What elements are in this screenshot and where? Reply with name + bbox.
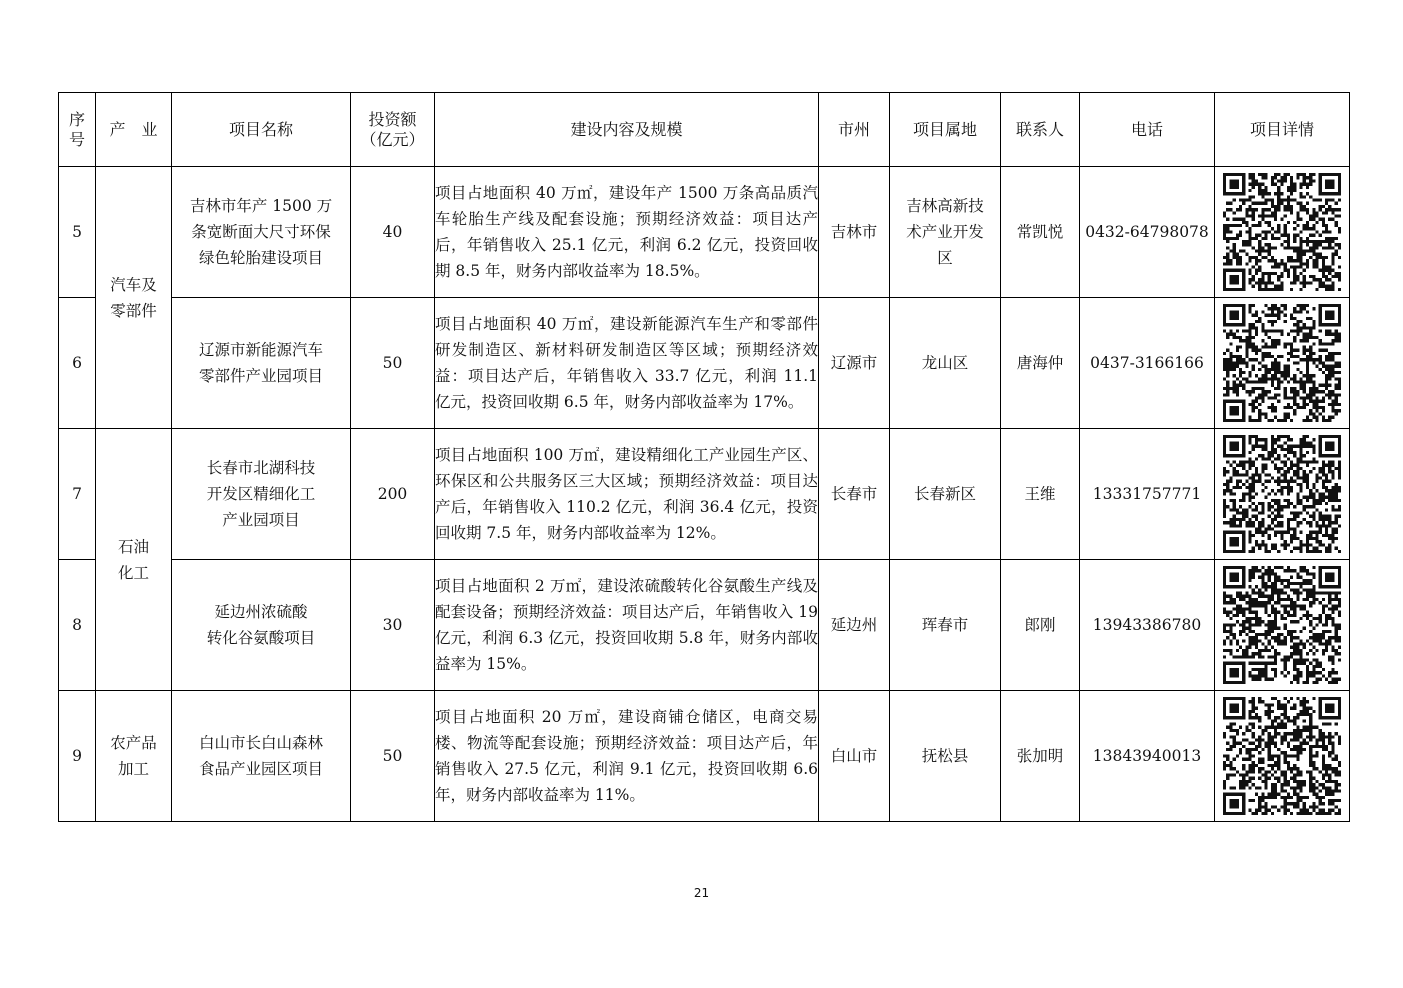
- row-contact: 唐海仲: [1001, 298, 1080, 429]
- row-project-name: 白山市长白山森林 食品产业园区项目: [172, 691, 351, 822]
- row-phone: 13331757771: [1080, 429, 1215, 560]
- row-seq: 5: [59, 167, 96, 298]
- row-contact: 郎刚: [1001, 560, 1080, 691]
- header-name: 项目名称: [172, 93, 351, 167]
- row-contact: 王维: [1001, 429, 1080, 560]
- row-phone: 0437-3166166: [1080, 298, 1215, 429]
- row-investment: 30: [351, 560, 435, 691]
- header-industry: 产 业: [96, 93, 172, 167]
- row-city: 吉林市: [819, 167, 890, 298]
- header-details: 项目详情: [1215, 93, 1350, 167]
- qr-code-modules: [1223, 435, 1341, 553]
- row-location: 龙山区: [890, 298, 1001, 429]
- row-details: [1215, 691, 1350, 822]
- header-contact: 联系人: [1001, 93, 1080, 167]
- industry-petro: 石油 化工: [96, 429, 172, 691]
- qr-code-icon[interactable]: [1223, 173, 1341, 291]
- row-project-name: 辽源市新能源汽车 零部件产业园项目: [172, 298, 351, 429]
- qr-code-modules: [1223, 304, 1341, 422]
- row-phone: 13943386780: [1080, 560, 1215, 691]
- row-location: 抚松县: [890, 691, 1001, 822]
- row-seq: 8: [59, 560, 96, 691]
- qr-code-modules: [1223, 173, 1341, 291]
- row-content: [435, 560, 819, 691]
- table-row: [59, 298, 1350, 429]
- row-seq: 9: [59, 691, 96, 822]
- header-content: 建设内容及规模: [435, 93, 819, 167]
- qr-code-modules: [1223, 697, 1341, 815]
- industry-agri: 农产品 加工: [96, 691, 172, 822]
- row-project-name: 延边州浓硫酸 转化谷氨酸项目: [172, 560, 351, 691]
- table-row: [59, 691, 1350, 822]
- row-contact: 张加明: [1001, 691, 1080, 822]
- row-details: [1215, 429, 1350, 560]
- row-city: 延边州: [819, 560, 890, 691]
- header-phone: 电话: [1080, 93, 1215, 167]
- qr-code-icon[interactable]: [1223, 566, 1341, 684]
- row-location: 长春新区: [890, 429, 1001, 560]
- row-content-text: 项目占地面积 40 万㎡，建设年产 1500 万条高品质汽车轮胎生产线及配套设施；预期经济效益：项目达产后，年销售收入 25.1 亿元，利润 6.2 亿元，投资回收期 8.5 年，财务内部收益率为 18.5%。: [435, 184, 818, 280]
- table-row: [59, 560, 1350, 691]
- qr-code-icon[interactable]: [1223, 435, 1341, 553]
- qr-code-modules: [1223, 566, 1341, 684]
- row-investment: 200: [351, 429, 435, 560]
- row-content: [435, 429, 819, 560]
- row-location: 珲春市: [890, 560, 1001, 691]
- header-city: 市州: [819, 93, 890, 167]
- table-row: [59, 429, 1350, 560]
- page-number: 21: [693, 886, 710, 900]
- row-city: 长春市: [819, 429, 890, 560]
- row-phone: 0432-64798078: [1080, 167, 1215, 298]
- row-city: 白山市: [819, 691, 890, 822]
- row-investment: 50: [351, 298, 435, 429]
- row-content-text: 项目占地面积 40 万㎡，建设新能源汽车生产和零部件研发制造区、新材料研发制造区等区域；预期经济效益：项目达产后，年销售收入 33.7 亿元，利润 11.1 亿元，投资回收期 6.5 年，财务内部收益率为 17%。: [435, 315, 818, 411]
- row-investment: 40: [351, 167, 435, 298]
- row-seq: 7: [59, 429, 96, 560]
- qr-code-icon[interactable]: [1223, 304, 1341, 422]
- table-row: [59, 167, 1350, 298]
- row-seq: 6: [59, 298, 96, 429]
- header-row: [59, 93, 1350, 167]
- project-table: [58, 92, 1350, 822]
- industry-auto: 汽车及 零部件: [96, 167, 172, 429]
- row-city: 辽源市: [819, 298, 890, 429]
- row-content-text: 项目占地面积 20 万㎡，建设商铺仓储区，电商交易楼、物流等配套设施；预期经济效益：项目达产后，年销售收入 27.5 亿元，利润 9.1 亿元，投资回收期 6.6 年，财务内部收益率为 11%。: [435, 708, 818, 804]
- row-content: [435, 691, 819, 822]
- row-investment: 50: [351, 691, 435, 822]
- row-contact: 常凯悦: [1001, 167, 1080, 298]
- header-seq: 序 号: [59, 93, 96, 167]
- row-project-name: 长春市北湖科技 开发区精细化工 产业园项目: [172, 429, 351, 560]
- row-details: [1215, 560, 1350, 691]
- header-location: 项目属地: [890, 93, 1001, 167]
- row-phone: 13843940013: [1080, 691, 1215, 822]
- row-content: [435, 167, 819, 298]
- row-content-text: 项目占地面积 100 万㎡，建设精细化工产业园生产区、环保区和公共服务区三大区域；预期经济效益：项目达产后，年销售收入 110.2 亿元，利润 36.4 亿元，投资回收期 7.5 年，财务内部收益率为 12%。: [435, 446, 818, 542]
- qr-code-icon[interactable]: [1223, 697, 1341, 815]
- row-content: [435, 298, 819, 429]
- row-project-name: 吉林市年产 1500 万 条宽断面大尺寸环保 绿色轮胎建设项目: [172, 167, 351, 298]
- header-invest: 投资额 （亿元）: [351, 93, 435, 167]
- row-details: [1215, 167, 1350, 298]
- row-content-text: 项目占地面积 2 万㎡，建设浓硫酸转化谷氨酸生产线及配套设备；预期经济效益：项目达产后，年销售收入 19 亿元，利润 6.3 亿元，投资回收期 5.8 年，财务内部收益率为 15%。: [435, 577, 818, 673]
- row-location: 吉林高新技 术产业开发 区: [890, 167, 1001, 298]
- row-details: [1215, 298, 1350, 429]
